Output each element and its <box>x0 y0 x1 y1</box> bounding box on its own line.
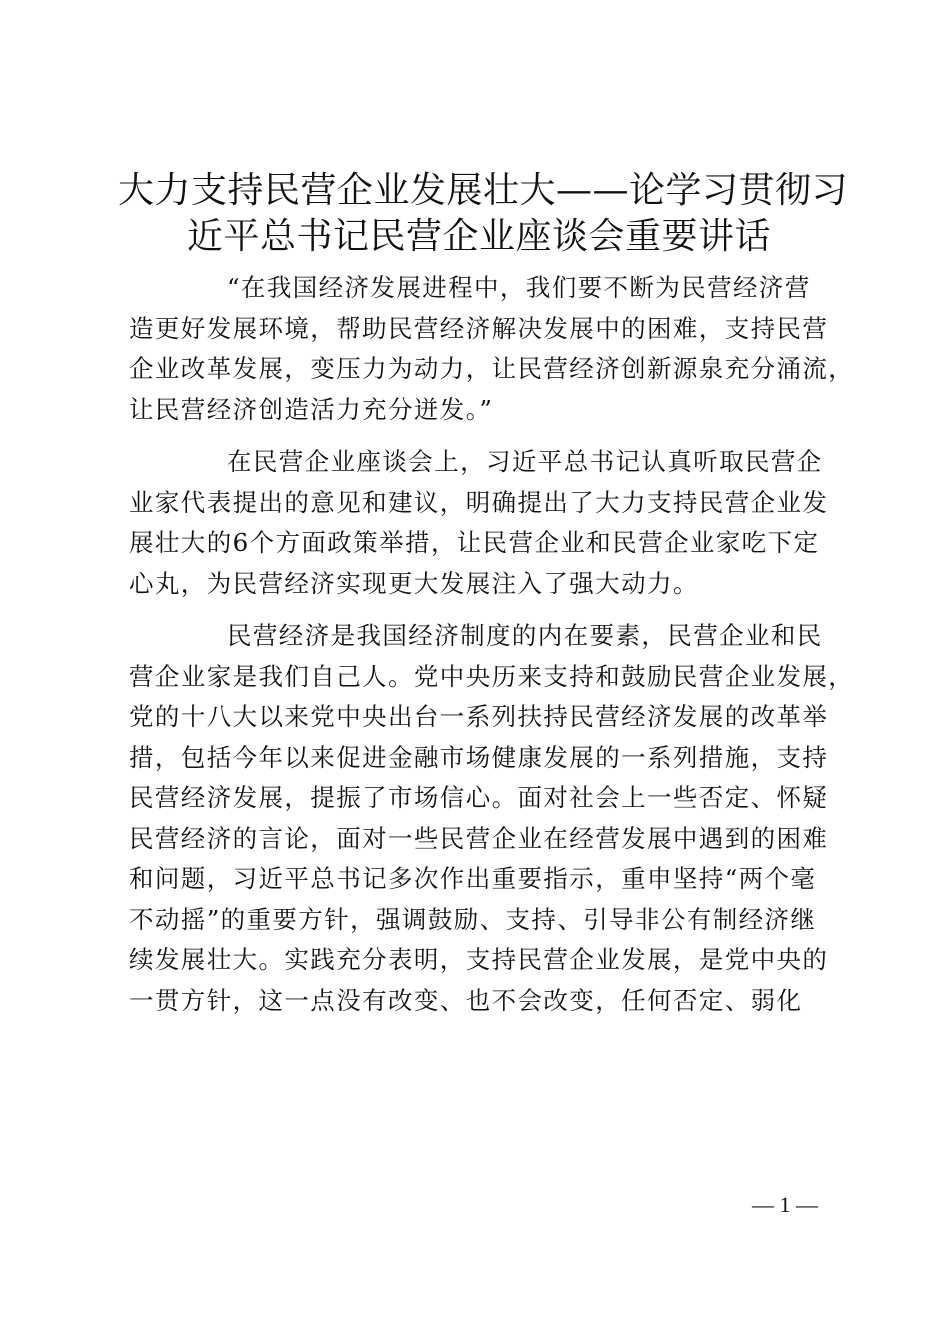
paragraph-line: 措，包括今年以来促进金融市场健康发展的一系列措施，支持 <box>129 742 829 772</box>
paragraph-line: “在我国经济发展进程中，我们要不断为民营经济营 <box>227 273 811 302</box>
paragraph-line: 续发展壮大。实践充分表明，支持民营企业发展，是党中央的 <box>129 945 829 974</box>
paragraph-line: 民营经济是我国经济制度的内在要素，民营企业和民 <box>227 621 823 650</box>
paragraph-symposium <box>129 442 829 604</box>
page-number: — 1 — <box>752 1192 818 1217</box>
title-line: 大力支持民营企业发展壮大——论学习贯彻习 <box>118 170 849 211</box>
paragraph-line: 心丸，为民营经济实现更大发展注入了强大动力。 <box>129 568 699 598</box>
paragraph-line: 展壮大的6个方面政策举措，让民营企业和民营企业家吃下定 <box>129 528 820 557</box>
paragraph-line: 在民营企业座谈会上，习近平总书记认真听取民营企 <box>227 447 823 476</box>
paragraph-line: 造更好发展环境，帮助民营经济解决发展中的困难，支持民营 <box>129 313 829 343</box>
paragraph-line: 一贯方针，这一点没有改变、也不会改变，任何否定、弱化 <box>129 985 803 1015</box>
article-title <box>118 168 849 260</box>
article-body <box>129 268 855 1033</box>
paragraph-private-economy <box>129 616 855 1021</box>
paragraph-line: 营企业家是我们自己人。党中央历来支持和鼓励民营企业发展， <box>129 661 855 691</box>
title-line: 近平总书记民营企业座谈会重要讲话 <box>186 216 771 257</box>
paragraph-line: 让民营经济创造活力充分迸发。” <box>129 394 494 424</box>
paragraph-line: 和问题，习近平总书记多次作出重要指示，重申坚持“两个毫 <box>129 864 817 893</box>
paragraph-line: 民营经济的言论，面对一些民营企业在经营发展中遇到的困难 <box>129 823 829 853</box>
paragraph-quote <box>129 268 855 430</box>
paragraph-line: 党的十八大以来党中央出台一系列扶持民营经济发展的改革举 <box>129 702 829 731</box>
paragraph-line: 企业改革发展，变压力为动力，让民营经济创新源泉充分涌流， <box>129 354 855 383</box>
paragraph-line: 不动摇”的重要方针，强调鼓励、支持、引导非公有制经济继 <box>129 904 817 934</box>
paragraph-line: 民营经济发展，提振了市场信心。面对社会上一些否定、怀疑 <box>129 783 829 812</box>
paragraph-line: 业家代表提出的意见和建议，明确提出了大力支持民营企业发 <box>129 487 829 517</box>
